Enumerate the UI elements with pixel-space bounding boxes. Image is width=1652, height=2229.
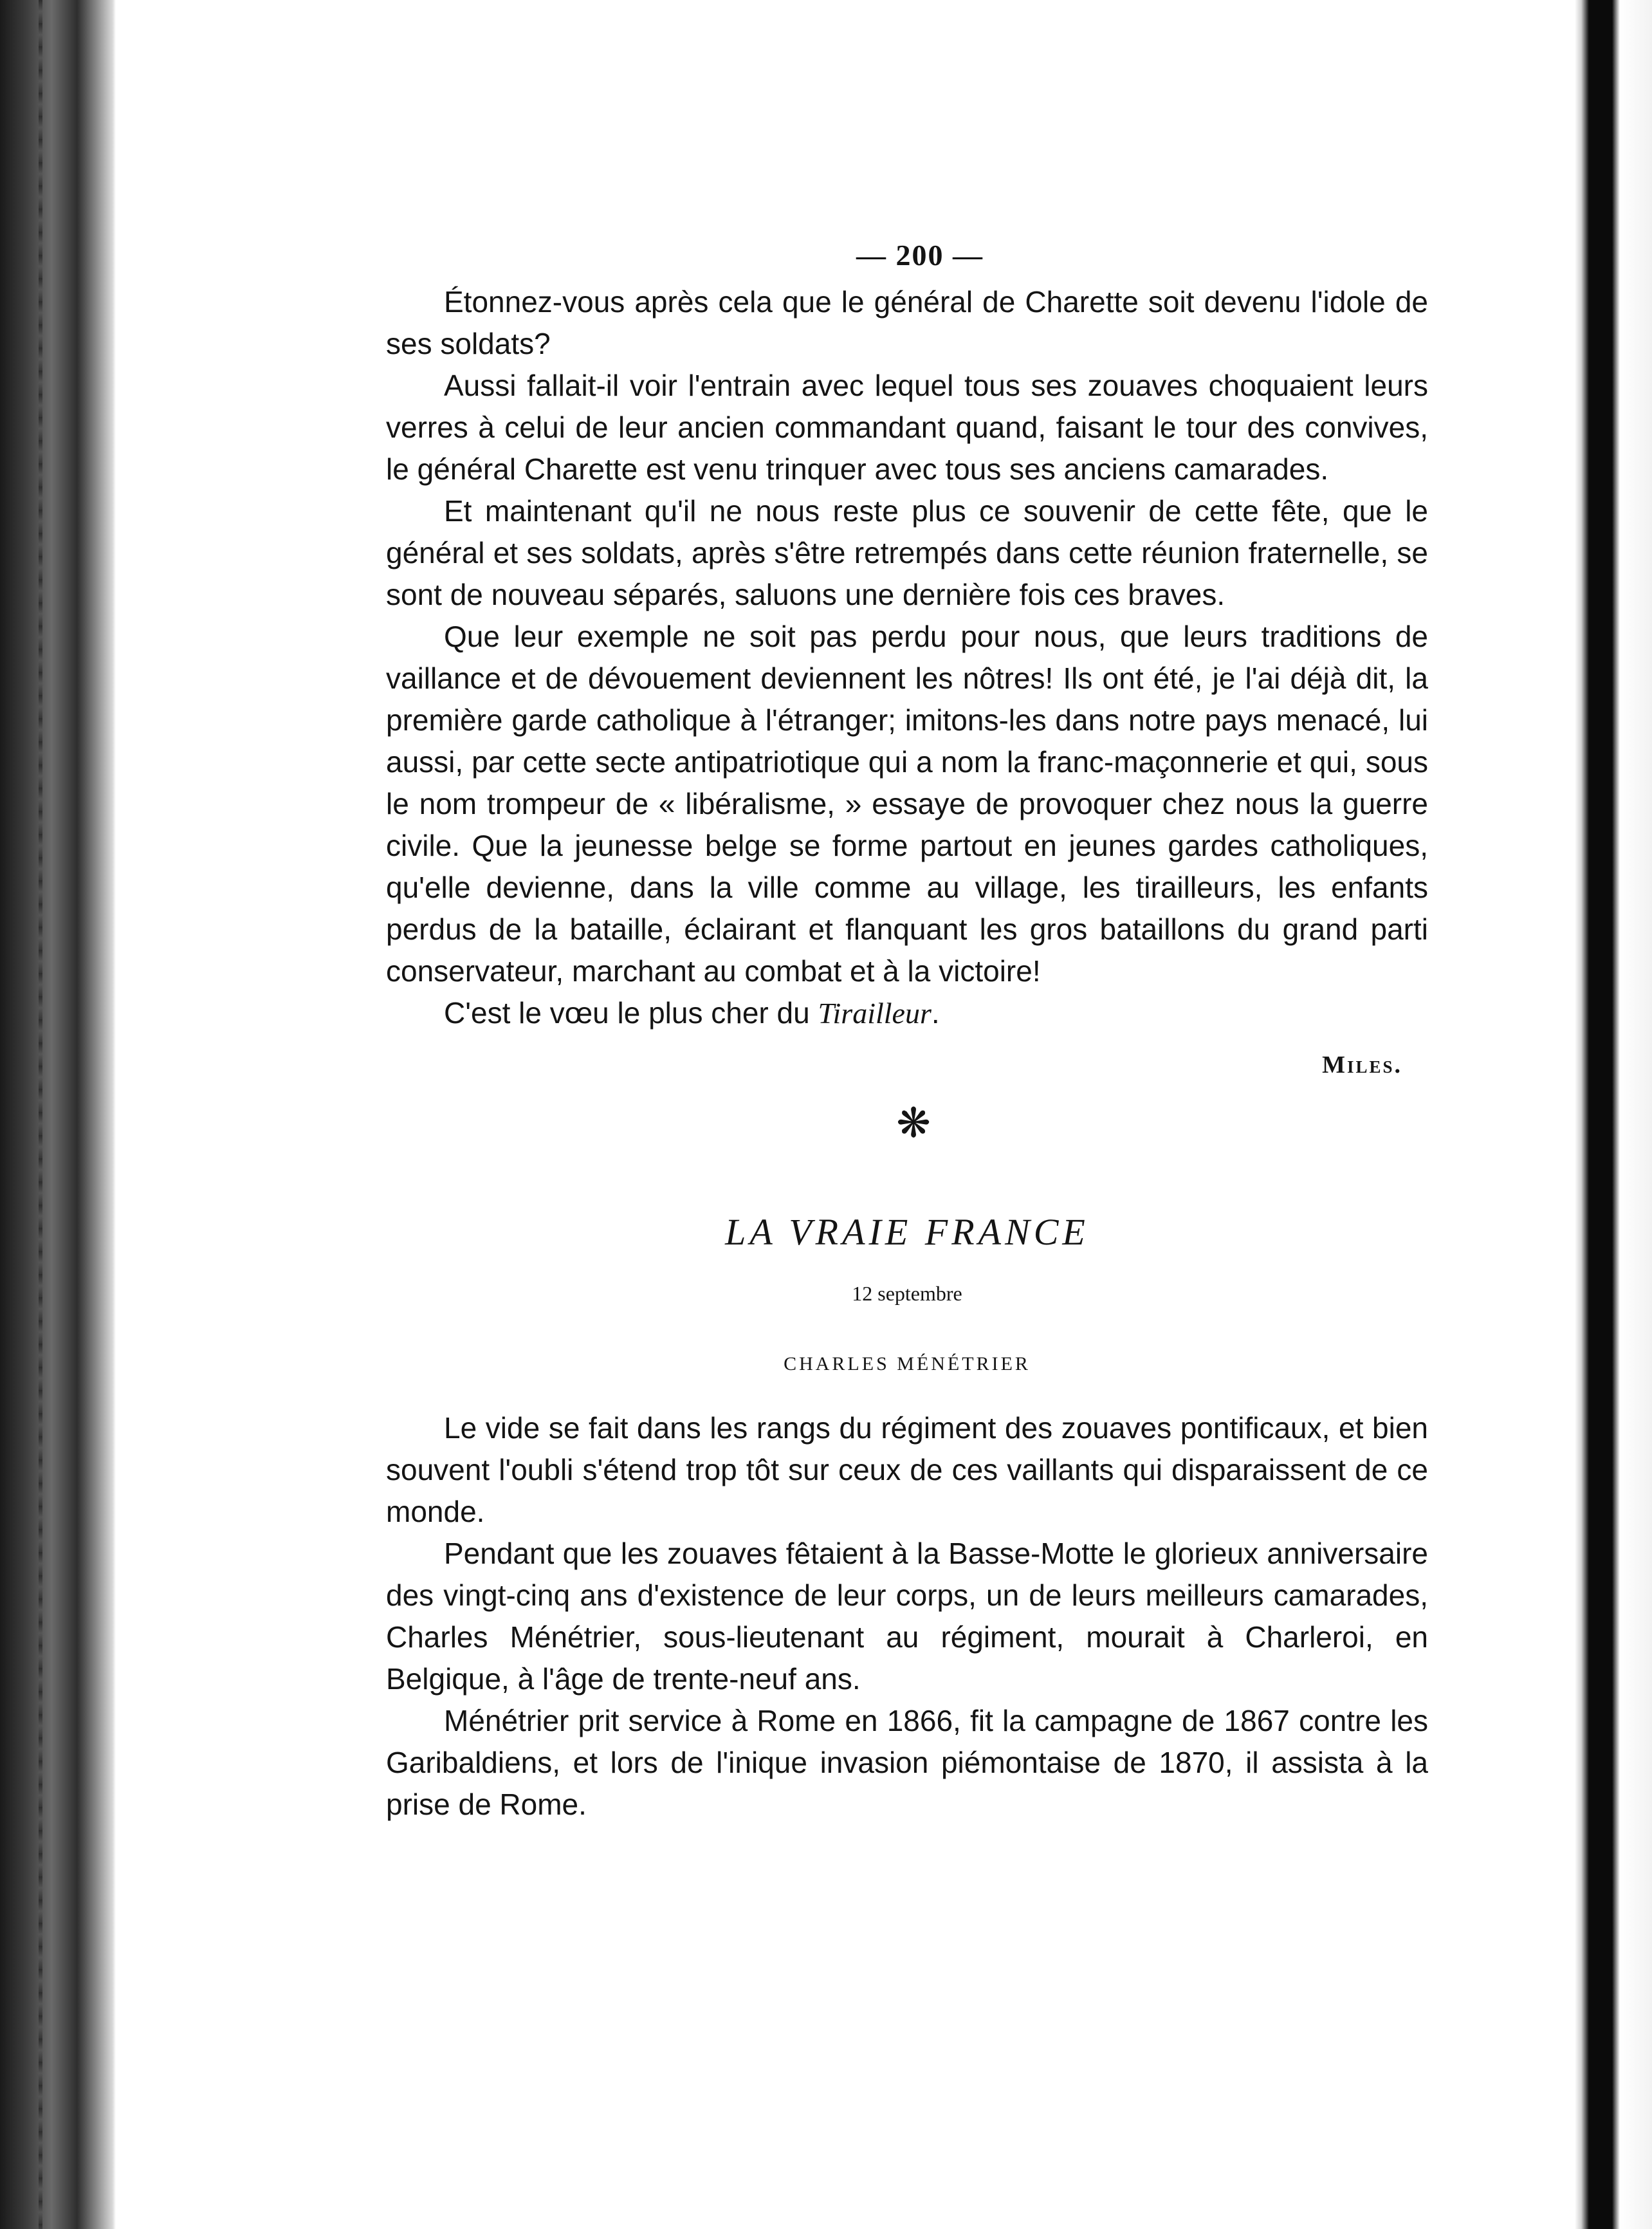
closing-italic: Tirailleur [818, 997, 932, 1030]
section-subheading: CHARLES MÉNÉTRIER [784, 1353, 1031, 1374]
right-binding-edge [1575, 0, 1652, 2229]
signature: Miles. [1322, 1051, 1402, 1078]
paragraph: Ménétrier prit service à Rome en 1866, fit la campagne de 1867 contre les Garibaldiens, et lors de l'inique invasion piémontaise de 1870, il assista à la prise de Rome. [386, 1704, 1428, 1821]
left-binding-edge [0, 0, 116, 2229]
page-body [386, 238, 1428, 1826]
article-vraie-france [386, 1210, 1428, 1826]
asterism-separator: ❋ [896, 1100, 931, 1147]
paragraph: Que leur exemple ne soit pas perdu pour nous, que leurs traditions de vaillance et de dévouement deviennent les nôtres! Ils ont été, je l'ai déjà dit, la première garde catholique à l'étranger; imitons-les dans notre pays menacé, lui aussi, par cette secte antipatriotique qui a nom la franc-maçonnerie et qui, sous le nom trompeur de « libéralisme, » essaye de provoquer chez nous la guerre civile. Que la jeunesse belge se forme partout en jeunes gardes catholiques, qu'elle devienne, dans la ville comme au village, les tirailleurs, les enfants perdus de la bataille, éclairant et flanquant les gros bataillons du grand parti conservateur, marchant au combat et à la victoire! [386, 620, 1428, 988]
paragraph: Et maintenant qu'il ne nous reste plus ce souvenir de cette fête, que le général et ses soldats, après s'être retrempés dans cette réunion fraternelle, se sont de nouveau séparés, saluons une dernière fois ces braves. [386, 494, 1428, 611]
paragraph: Le vide se fait dans les rangs du régiment des zouaves pontificaux, et bien souvent l'oubli s'étend trop tôt sur ceux de ces vaillants qui disparaissent de ce monde. [386, 1411, 1428, 1528]
paragraph: Aussi fallait-il voir l'entrain avec lequel tous ses zouaves choquaient leurs verres à celui de leur ancien commandant quand, faisant le tour des convives, le général Charette est venu trinquer avec tous ses anciens camarades. [386, 369, 1428, 486]
closing-line [386, 992, 1428, 1034]
closing-suffix: . [931, 996, 940, 1030]
article-charette [386, 281, 1428, 1079]
page-number: — 200 — [856, 239, 984, 272]
paragraph: Étonnez-vous après cela que le général de Charette soit devenu l'idole de ses soldats? [386, 285, 1428, 360]
paragraph: Pendant que les zouaves fêtaient à la Basse-Motte le glorieux anniversaire des vingt-cinq ans d'existence de leur corps, un de leurs meilleurs camarades, Charles Ménétrier, sous-lieutenant au régiment, mourait à Charleroi, en Belgique, à l'âge de trente-neuf ans. [386, 1537, 1428, 1696]
section-title: LA VRAIE FRANCE [725, 1211, 1089, 1253]
closing-prefix: C'est le vœu le plus cher du [444, 996, 818, 1030]
section-date: 12 septembre [852, 1282, 962, 1305]
